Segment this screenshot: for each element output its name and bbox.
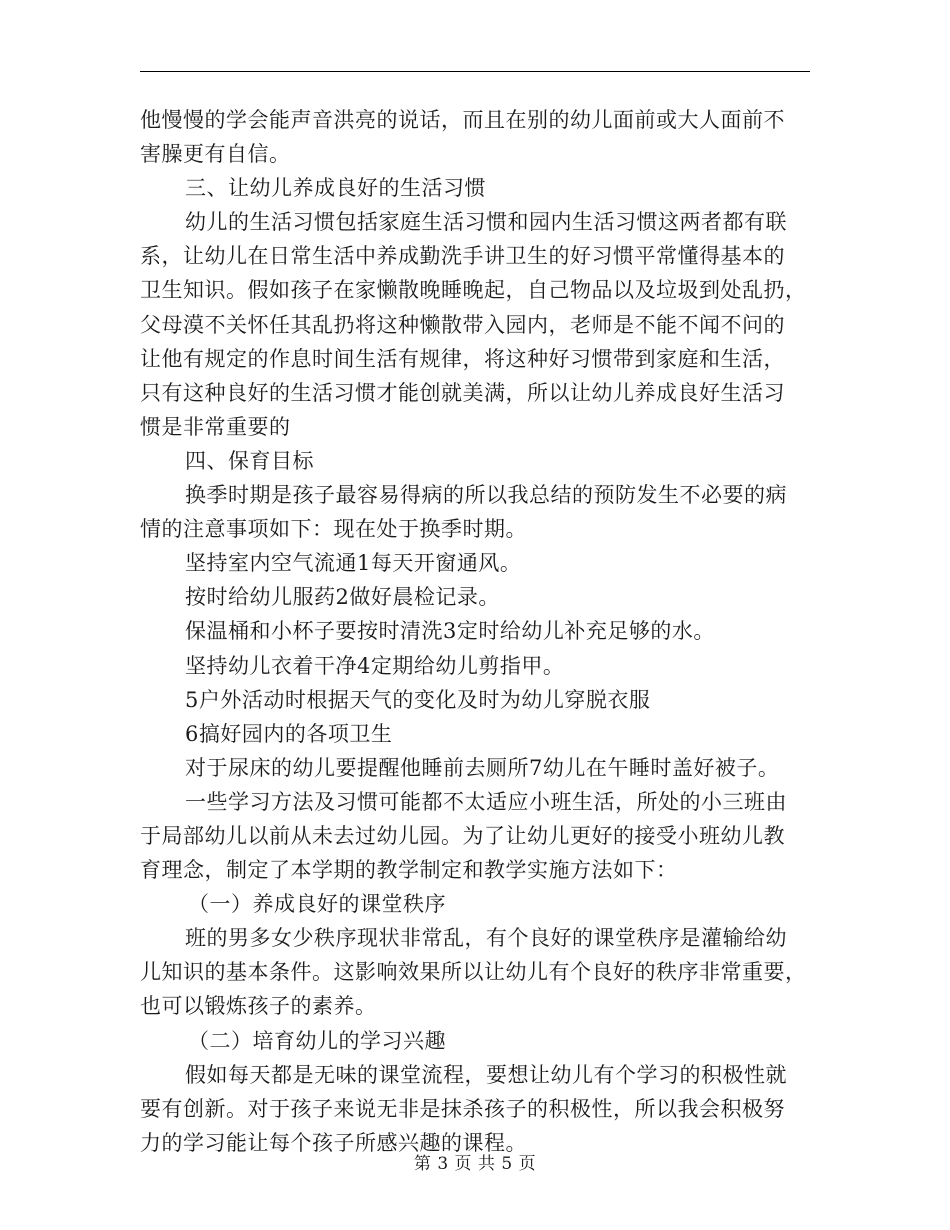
text-line: 他慢慢的学会能声音洪亮的说话，而且在别的幼儿面前或大人面前不 — [140, 108, 785, 132]
text-line: 假如每天都是无味的课堂流程，要想让幼儿有个学习的积极性就 — [185, 1062, 787, 1087]
text-line: 让他有规定的作息时间生活有规律，将这种好习惯带到家庭和生活， — [140, 346, 785, 371]
text-line: 于局部幼儿以前从未去过幼儿园。为了让幼儿更好的接受小班幼儿教 — [140, 823, 785, 848]
text-line: 系，让幼儿在日常生活中养成勤洗手讲卫生的好习惯平常懂得基本的 — [140, 244, 785, 269]
document-body — [140, 103, 812, 1160]
text-line: 换季时期是孩子最容易得病的所以我总结的预防发生不必要的病 — [185, 483, 787, 508]
page-number: 第 3 页 共 5 页 — [413, 1154, 537, 1174]
section-heading: 四、保育目标 — [185, 448, 314, 473]
text-line: 只有这种良好的生活习惯才能创就美满，所以让幼儿养成良好生活习 — [140, 380, 785, 405]
text-line: 要有创新。对于孩子来说无非是抹杀孩子的积极性，所以我会积极努 — [140, 1096, 785, 1121]
list-item: 对于尿床的幼儿要提醒他睡前去厕所7幼儿在午睡时盖好被子。 — [185, 755, 780, 780]
text-line: 班的男多女少秩序现状非常乱，有个良好的课堂秩序是灌输给幼 — [185, 926, 787, 951]
list-item: 5户外活动时根据天气的变化及时为幼儿穿脱衣服 — [185, 687, 651, 712]
subsection-heading: （一）养成良好的课堂秩序 — [188, 892, 446, 917]
section-heading: 三、让幼儿养成良好的生活习惯 — [185, 176, 486, 201]
header-rule — [140, 71, 810, 72]
text-line: 情的注意事项如下：现在处于换季时期。 — [140, 517, 527, 542]
text-line: 幼儿的生活习惯包括家庭生活习惯和园内生活习惯这两者都有联 — [185, 210, 787, 235]
text-line: 卫生知识。假如孩子在家懒散晚睡晚起，自己物品以及垃圾到处乱扔， — [140, 278, 807, 303]
text-line: 儿知识的基本条件。这影响效果所以让幼儿有个良好的秩序非常重要， — [140, 960, 807, 985]
text-line: 害臊更有自信。 — [140, 142, 291, 167]
list-item: 坚持幼儿衣着干净4定期给幼儿剪指甲。 — [185, 653, 565, 678]
list-item: 6搞好园内的各项卫生 — [185, 721, 393, 746]
text-line: 一些学习方法及习惯可能都不太适应小班生活，所处的小三班由 — [185, 789, 787, 814]
text-line: 育理念，制定了本学期的教学制定和教学实施方法如下： — [140, 858, 678, 883]
text-line: 惯是非常重要的 — [140, 414, 291, 439]
text-line: 也可以锻炼孩子的素养。 — [140, 994, 377, 1019]
text-line: 父母漠不关怀任其乱扔将这种懒散带入园内，老师是不能不闻不问的 — [140, 312, 785, 337]
list-item: 按时给幼儿服药2做好晨检记录。 — [185, 585, 500, 610]
list-item: 保温桶和小杯子要按时清洗3定时给幼儿补充足够的水。 — [185, 619, 715, 644]
text-line: 力的学习能让每个孩子所感兴趣的课程。 — [140, 1130, 527, 1155]
list-item: 坚持室内空气流通1每天开窗通风。 — [185, 551, 522, 576]
subsection-heading: （二）培育幼儿的学习兴趣 — [188, 1028, 446, 1053]
